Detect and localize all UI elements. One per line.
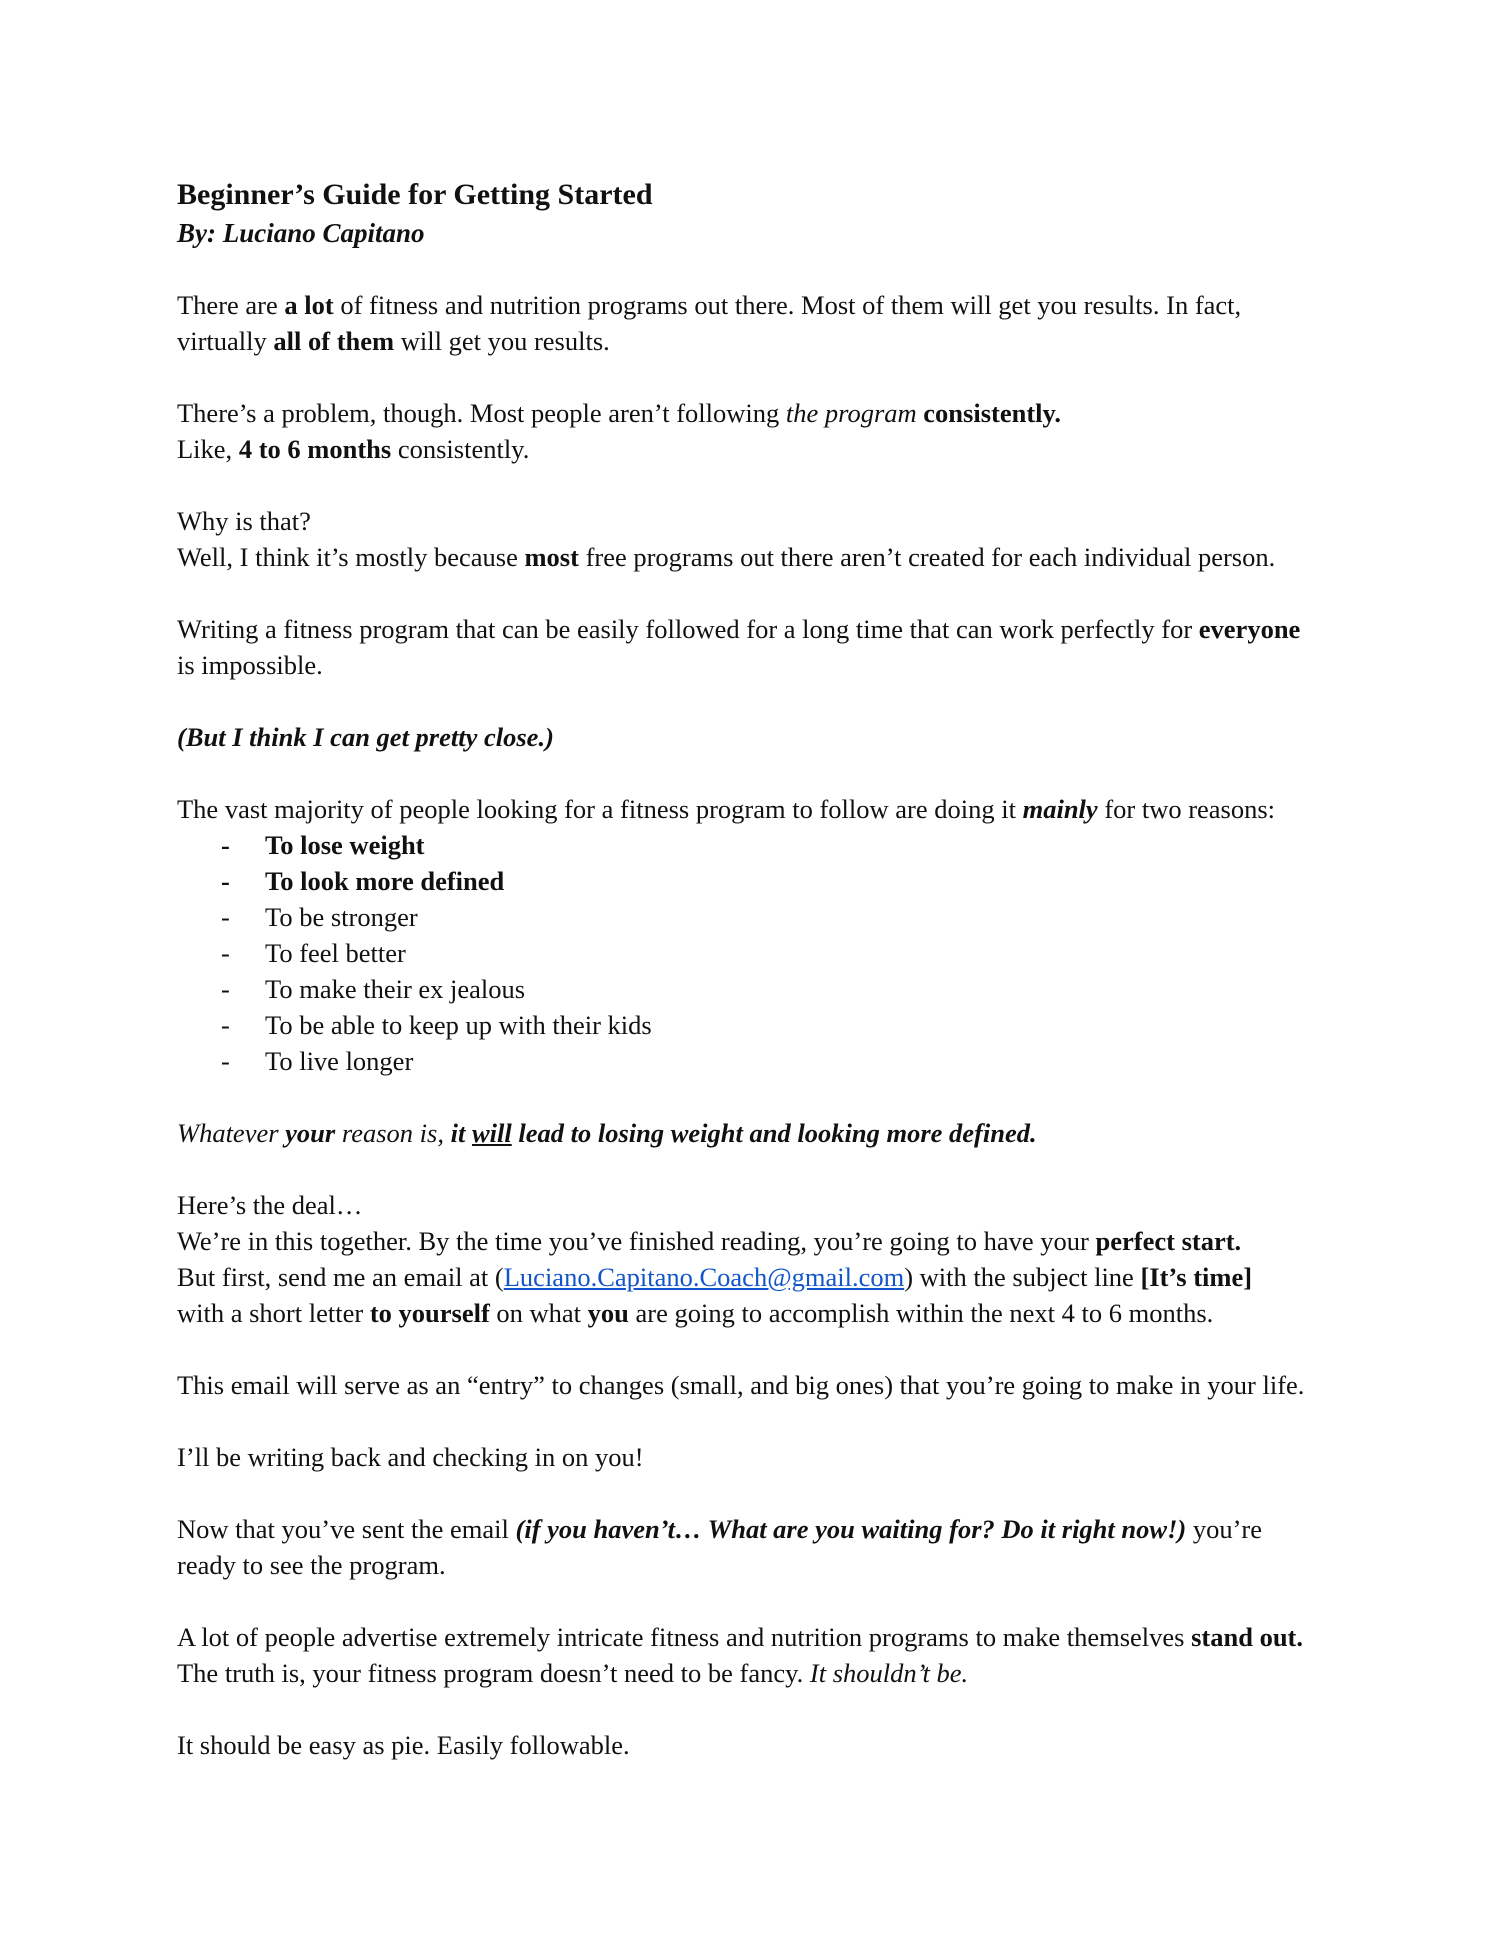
list-item: - To look more defined [221,866,505,896]
reasons-list [177,827,1337,1079]
paragraph-intro: There are a lot of fitness and nutrition programs out there. Most of them will get you results. In fact, virtually all of them will get you results. [177,290,1242,356]
list-item: - To be stronger [221,902,418,932]
paragraph-checkin: I’ll be writing back and checking in on you! [177,1442,644,1472]
list-item: - To make their ex jealous [221,974,526,1004]
paragraph-aside: (But I think I can get pretty close.) [177,722,554,752]
list-item: - To live longer [221,1046,414,1076]
email-link[interactable]: Luciano.Capitano.Coach@gmail.com [503,1262,905,1292]
paragraph-reasons-intro: The vast majority of people looking for a fitness program to follow are doing it mainly for two reasons: [177,794,1276,824]
author-byline: By: Luciano Capitano [177,218,425,248]
paragraph-easy: It should be easy as pie. Easily followable. [177,1730,630,1760]
paragraph-fancy: A lot of people advertise extremely intricate fitness and nutrition programs to make themselves stand out. The truth is, your fitness program doesn’t need to be fancy. It shouldn’t be. [177,1622,1304,1688]
paragraph-whatever: Whatever your reason is, it will lead to losing weight and looking more defined. [177,1118,1037,1148]
paragraph-ready: Now that you’ve sent the email (if you haven’t… What are you waiting for? Do it right now!) you’re ready to see the program. [177,1514,1263,1580]
paragraph-problem: There’s a problem, though. Most people aren’t following the program consistently. Like, 4 to 6 months consistently. [177,398,1061,464]
document-body [177,175,1337,1799]
list-item: - To be able to keep up with their kids [221,1010,652,1040]
paragraph-why: Why is that? Well, I think it’s mostly because most free programs out there aren’t created for each individual person. [177,506,1276,572]
paragraph-entry: This email will serve as an “entry” to changes (small, and big ones) that you’re going to make in your life. [177,1370,1305,1400]
paragraph-deal: Here’s the deal… We’re in this together. By the time you’ve finished reading, you’re going to have your perfect start. But first, send me an email at (Luciano.Capitano.Coach@gmail.com) with the subject line [It’s time] with a short letter to yourself on what you are going to accomplish within the next 4 to 6 months. [177,1190,1253,1328]
list-item: - To feel better [221,938,406,968]
list-item: - To lose weight [221,830,425,860]
page-title: Beginner’s Guide for Getting Started [177,178,653,211]
paragraph-impossible: Writing a fitness program that can be easily followed for a long time that can work perfectly for everyone is impossible. [177,614,1301,680]
